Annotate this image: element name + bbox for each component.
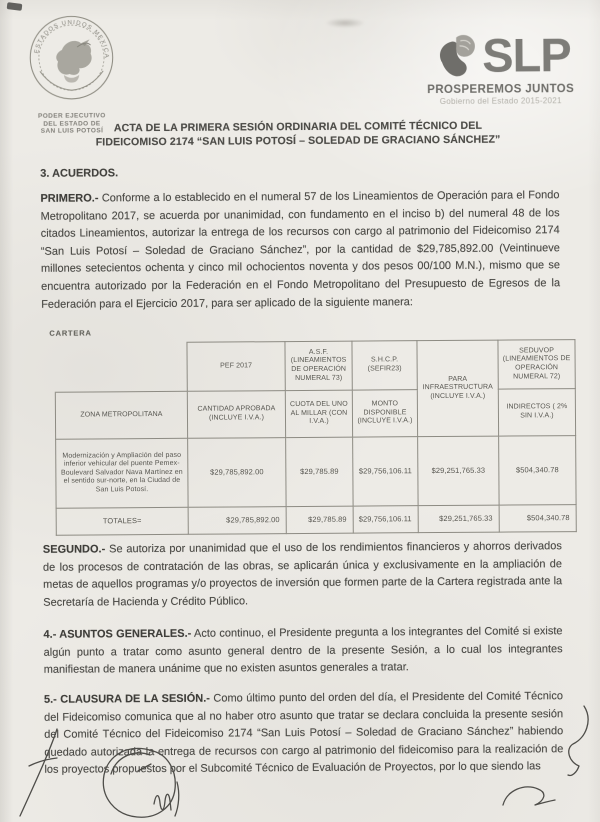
table-ghost-cell: [55, 342, 187, 392]
table-subheader-monto: MONTO DISPONIBLE (INCLUYE I.V.A.): [352, 390, 417, 437]
slp-fingerprint-icon: [430, 31, 480, 81]
table-cell-value: $29,251,765.33: [418, 436, 499, 506]
mexican-coat-of-arms-icon: [23, 13, 120, 106]
table-totals-value: $29,251,765.33: [418, 505, 499, 533]
slp-subtitle: Gobierno del Estado 2015-2021: [439, 96, 562, 107]
cartera-table: [54, 339, 576, 536]
table-header-asf: A.S.F. (LINEAMIENTOS DE OPERACIÓN NUMERAL 73): [285, 341, 352, 390]
table-header-seduvop: SEDUVOP (LINEAMIENTOS DE OPERACIÓN NUMERAL 72): [498, 340, 575, 390]
table-header-infraestructura: PARA INFRAESTRUCTURA (INCLUYE I.V.A.): [417, 340, 499, 437]
document-title-line1: ACTA DE LA PRIMERA SESIÓN ORDINARIA DEL COMITÉ TÉCNICO DEL: [113, 119, 483, 135]
document-title: [58, 119, 538, 149]
seal-caption-line: PODER EJECUTIVO: [37, 112, 106, 120]
paragraph-primero: [40, 187, 560, 314]
slp-tagline: PROSPEREMOS JUNTOS: [427, 83, 575, 97]
table-row: [56, 436, 576, 509]
seal-caption-line: SAN LUIS POTOSÍ: [40, 127, 104, 135]
table-subheader-cantidad: CANTIDAD APROBADA (INCLUYE I.V.A.): [187, 391, 285, 439]
cartera-label: CARTERA: [49, 328, 92, 338]
table-header-shcp: S.H.C.P. (SEFIR23): [352, 341, 417, 390]
paragraph-clausura: [44, 688, 564, 780]
slp-logo-block: [425, 28, 576, 106]
table-cell-zona: Modernización y Ampliación del paso inferior vehicular del puente Pemex-Boulevard Salvador Nava Martínez en el sentido sur-norte, en la Ciudad de San Luis Potosí.: [56, 438, 188, 508]
slp-acronym: SLP: [482, 28, 571, 82]
paragraph-segundo-text: Se autoriza por unanimidad que el uso de los rendimientos financieros y ahorros derivados de los procesos de contratación de las obras, se aplicarán única y exclusivamente en la ampliación de metas de aquellos programas y/o proyectos de inversión que formen parte de la Cartera registrada ante la Secretaría de Hacienda y Crédito Público.: [42, 540, 563, 609]
table-totals-value: $29,756,106.11: [353, 506, 418, 533]
table-cell-value: $29,785,892.00: [188, 438, 286, 508]
table-header-zona: ZONA METROPOLITANA: [55, 391, 187, 439]
table-subheader-indirectos: INDIRECTOS ( 2% SIN I.V.A.): [498, 389, 575, 437]
table-subheader-cuota: CUOTA DEL UNO AL MILLAR (CON I.V.A.): [285, 390, 352, 437]
paragraph-asuntos-label: 4.- ASUNTOS GENERALES.-: [43, 627, 192, 641]
acuerdos-heading: 3. ACUERDOS.: [40, 167, 119, 180]
table-totals-label: TOTALES=: [56, 507, 188, 535]
paragraph-asuntos-text: Acto continuo, el Presidente pregunta a los integrantes del Comité si existe algún punto a tratar como asunto general dentro de la presente Sesión, a lo cual los integrantes manifiestan de manera unánime que no existen asuntos generales a tratar.: [43, 625, 563, 676]
state-seal-block: [21, 13, 122, 135]
table-header-pef: PEF 2017: [187, 342, 285, 392]
paragraph-segundo-label: SEGUNDO.-: [42, 543, 106, 556]
paragraph-clausura-text: Como último punto del orden del día, el Presidente del Comité Técnico del Fideicomiso comunica que al no haber otro asunto que tratar se declara concluida la presente sesión del Comité Técnico del Fideicomiso 2174 “San Luis Potosí – Soledad de Graciano Sánchez” habiendo quedado autorizada la entrega de recursos con cargo al patrimonio del fideicomiso para la realización de los proyectos propuestos por el Subcomité Técnico de Evaluación de Proyectos, por lo que siendo las: [44, 690, 564, 777]
paragraph-primero-text: Conforme a lo establecido en el numeral 57 de los Lineamientos de Operación para el Fondo Metropolitano 2017, se acuerda por unanimidad, con fundamento en el inciso b) del numeral 48 de los citados Lineamientos, autorizar la entrega de los recursos con cargo al patrimonio del Fideicomiso 2174 “San Luis Potosí – Soledad de Graciano Sánchez”, por la cantidad de $29,785,892.00 (Veintinueve millones setecientos ochenta y cinco mil ochocientos noventa y dos pesos 00/100 M.N.), mismo que se encuentra autorizado por la Federación en el Fondo Metropolitano del Presupuesto de Egresos de la Federación para el Ejercicio 2017, para ser aplicado de la siguiente manera:: [40, 189, 561, 311]
table-totals-value: $29,785.89: [286, 506, 353, 533]
table-totals-value: $504,340.78: [499, 505, 576, 533]
svg-text:ESTADOS UNIDOS MEXICANOS: ESTADOS UNIDOS MEXICANOS: [34, 20, 110, 59]
table-totals-value: $29,785,892.00: [188, 507, 286, 535]
paragraph-segundo: [43, 538, 562, 612]
document-title-line2: FIDEICOMISO 2174 “SAN LUIS POTOSÍ – SOLEDAD DE GRACIANO SÁNCHEZ”: [95, 133, 501, 148]
table-cell-value: $504,340.78: [499, 436, 576, 506]
paragraph-primero-label: PRIMERO.-: [40, 192, 99, 205]
table-cell-value: $29,756,106.11: [353, 437, 418, 506]
paragraph-asuntos-generales: [43, 623, 562, 679]
table-totals-row: [56, 505, 576, 536]
table-cell-value: $29,785.89: [286, 437, 353, 506]
paragraph-clausura-label: 5.- CLAUSURA DE LA SESIÓN.-: [43, 692, 210, 706]
seal-caption-line: DEL ESTADO DE: [43, 119, 101, 128]
